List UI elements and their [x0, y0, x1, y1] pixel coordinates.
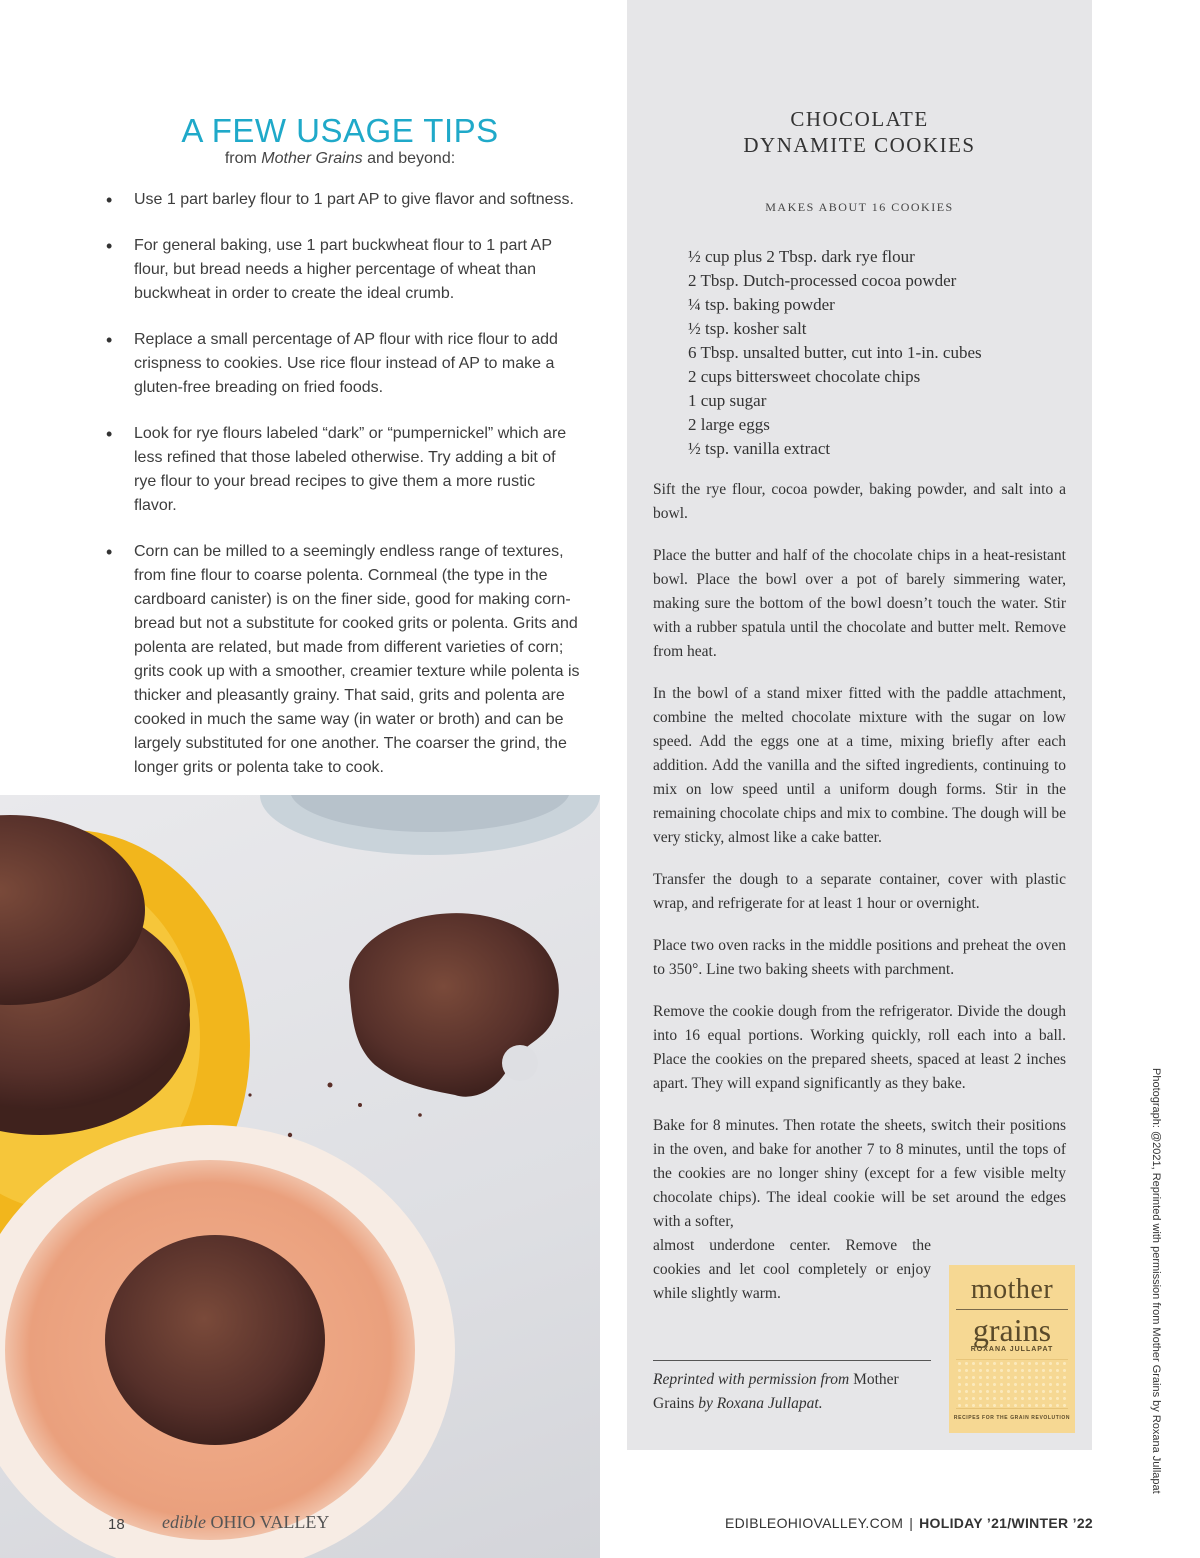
tips-subheading: from Mother Grains and beyond: — [224, 150, 456, 167]
reprint-credit: Reprinted with permission from Mother Grains by Roxana Jullapat. — [653, 1371, 899, 1412]
recipe-step-bake-continued: almost underdone center. Remove the cookies and let cool completely or enjoy while slightly warm. — [653, 1237, 931, 1302]
ingredient-item: ¼ tsp. baking powder — [688, 295, 835, 314]
tip-item: • Look for rye flours labeled “dark” or “pumpernickel” which are less refined that those labeled otherwise. Try adding a bit of rye flour to your bread recipes to give them a more rustic flavor. — [106, 422, 580, 518]
ingredient-item: ½ cup plus 2 Tbsp. dark rye flour — [688, 247, 915, 266]
book-title-italic: Mother Grains — [261, 150, 363, 167]
tip-item: • Corn can be milled to a seemingly endless range of textures, from fine flour to coarse polenta. Cornmeal (the type in the cardboard canister) is on the finer side, good for making corn-bread but not a substitute for cooked grits or polenta. Grits and polenta are related, but made from different varieties of corn; grits cook up with a smoother, creamier texture while polenta is thicker and pleasantly grainy. That said, grits and polenta are cooked in much the same way (in water or broth) and can be largely substituted for one another. The coarser the grind, the longer grits or polenta take to cook. — [106, 540, 580, 780]
recipe-step: In the bowl of a stand mixer fitted with the paddle attachment, combine the melted chocolate mixture with the sugar on low speed. Add the eggs one at a time, mixing briefly after each addition. Add the vanilla and the sifted ingredients, continuing to mix on low speed until a uniform dough forms. Stir in the remaining chocolate chips and mix to combine. The dough will be very sticky, almost like a cake batter. — [653, 685, 1066, 846]
recipe-title: CHOCOLATE DYNAMITE COOKIES — [743, 107, 976, 157]
tip-item: • Replace a small percentage of AP flour with rice flour to add crispness to cookies. Use rice flour instead of AP to make a gluten-free breading on fried foods. — [106, 328, 580, 400]
issue-label: HOLIDAY ’21/WINTER ’22 — [919, 1515, 1093, 1531]
cookies-photo — [0, 795, 600, 1558]
ingredient-item: 1 cup sugar — [688, 391, 767, 410]
tip-item: • For general baking, use 1 part buckwheat flour to 1 part AP flour, but bread needs a higher percentage of wheat than buckwheat in order to create the ideal crumb. — [106, 234, 580, 306]
recipe-step: Remove the cookie dough from the refrigerator. Divide the dough into 16 equal portions. Working quickly, roll each into a ball. Place the cookies on the prepared sheets, spaced at least 2 inches apart. They will expand significantly as they bake. — [653, 1003, 1066, 1092]
ingredient-item: ½ tsp. kosher salt — [688, 319, 807, 338]
book-cover-word1: mother — [970, 1274, 1054, 1305]
ingredient-item: 6 Tbsp. unsalted butter, cut into 1-in. cubes — [688, 343, 982, 362]
magazine-name: edible OHIO VALLEY — [162, 1512, 330, 1532]
page-number: 18 — [108, 1516, 125, 1533]
book-cover-author: ROXANA JULLAPAT — [970, 1346, 1054, 1353]
book-cover-tagline: RECIPES FOR THE GRAIN REVOLUTION — [953, 1415, 1071, 1421]
cookie — [105, 1235, 325, 1445]
recipe-step: Place two oven racks in the middle positions and preheat the oven to 350°. Line two baking sheets with parchment. — [653, 937, 1066, 978]
tips-heading: A FEW USAGE TIPS — [181, 112, 499, 149]
recipe-yield: MAKES ABOUT 16 COOKIES — [765, 200, 954, 214]
book-cover-rule — [956, 1309, 1068, 1310]
website-link[interactable]: EDIBLEOHIOVALLEY.COM — [724, 1515, 904, 1531]
ingredient-item: 2 cups bittersweet chocolate chips — [688, 367, 921, 386]
footer-separator: | — [909, 1515, 914, 1531]
book-cover-pattern — [956, 1359, 1068, 1409]
recipe-step: Place the butter and half of the chocolate chips in a heat-resistant bowl. Place the bowl over a pot of barely simmering water, making sure the bottom of the bowl doesn’t touch the water. Stir with a rubber spatula until the chocolate and butter melt. Remove from heat. — [653, 547, 1066, 660]
book-cover — [949, 1265, 1075, 1433]
ingredient-list — [688, 245, 982, 461]
tips-list — [106, 188, 580, 802]
credit-divider — [653, 1360, 931, 1361]
recipe-step-bake: Bake for 8 minutes. Then rotate the sheets, switch their positions in the oven, and bake for another 7 to 8 minutes, until the tops of the cookies are no longer shiny (except for a few visible melty chocolate chips). The ideal cookie will be set around the edges with a softer, — [653, 1117, 1066, 1230]
ingredient-item: 2 Tbsp. Dutch-processed cocoa powder — [688, 271, 957, 290]
photo-credit: Photograph: @2021, Reprinted with permission from Mother Grains by Roxana Jullapat — [1150, 1068, 1162, 1494]
book-cover-word2: grains — [972, 1312, 1052, 1348]
page-footer — [600, 1515, 1093, 1531]
recipe-step: Sift the rye flour, cocoa powder, baking powder, and salt into a bowl. — [653, 481, 1066, 522]
ingredient-item: ½ tsp. vanilla extract — [688, 439, 831, 458]
recipe-step: Transfer the dough to a separate container, cover with plastic wrap, and refrigerate for at least 1 hour or overnight. — [653, 871, 1066, 912]
cookies-illustration — [0, 795, 600, 1558]
recipe-steps — [653, 478, 1066, 1324]
ingredient-item: 2 large eggs — [688, 415, 770, 434]
tip-item: • Use 1 part barley flour to 1 part AP to give flavor and softness. — [106, 188, 580, 212]
